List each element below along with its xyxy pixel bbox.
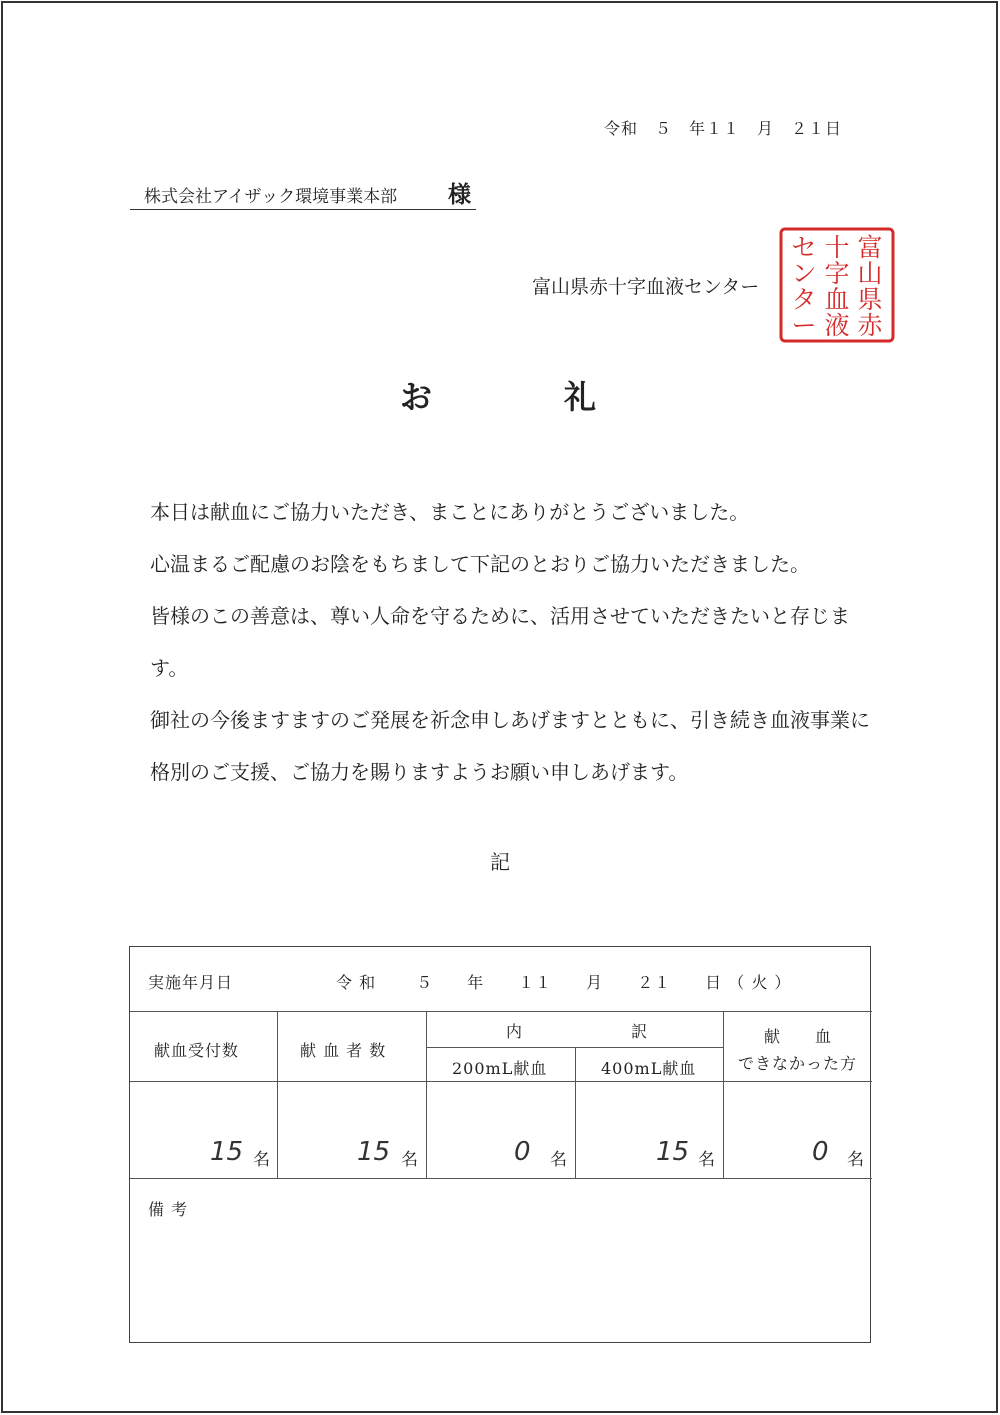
header-reception: 献血受付数	[154, 1041, 240, 1060]
title-char-2: 礼	[564, 378, 597, 416]
official-seal-stamp	[778, 226, 896, 344]
header-donors: 献 血 者 数	[300, 1041, 387, 1060]
seal-character: タ	[791, 285, 817, 314]
seal-character: 血	[824, 285, 850, 314]
table-divider	[575, 1047, 576, 1178]
paragraph-1: 本日は献血にご協力いただき、まことにありがとうございました。	[150, 500, 750, 524]
issue-date: 令和 ５ 年１１ 月 ２１日	[604, 119, 843, 138]
table-divider	[130, 1011, 872, 1012]
paragraph-4: 御社の今後ますますのご発展を祈念申しあげますとともに、引き続き血液事業に格別のご支援、ご協力を賜りますようお願い申しあげます。	[150, 708, 870, 784]
header-unable-line1: 献 血	[764, 1027, 833, 1046]
header-400ml: 400mL献血	[601, 1059, 697, 1078]
remarks-label: 備 考	[148, 1200, 189, 1219]
header-breakdown: 内 訳	[506, 1022, 649, 1041]
seal-character: 赤	[857, 311, 883, 340]
recipient-name: 株式会社アイザック環境事業本部	[144, 187, 398, 207]
unit-donors: 名	[401, 1150, 418, 1170]
unit-400ml: 名	[698, 1150, 715, 1170]
recipient-honorific: 様	[448, 181, 471, 208]
header-unable-line2: できなかった方	[738, 1054, 858, 1073]
donation-record-table	[129, 946, 871, 1343]
count-unable: 0	[812, 1137, 829, 1167]
paragraph-2: 心温まるご配慮のお陰をもちまして下記のとおりご協力いただきました。	[150, 552, 810, 576]
count-reception: 15	[210, 1137, 244, 1167]
seal-character: 十	[824, 233, 850, 262]
count-400ml: 15	[656, 1137, 690, 1167]
seal-character: セ	[791, 233, 817, 262]
title-char-1: お	[400, 378, 433, 416]
table-divider	[277, 1011, 278, 1178]
letter-body	[130, 486, 878, 798]
table-divider	[723, 1011, 724, 1178]
seal-character: 字	[824, 259, 850, 288]
unit-unable: 名	[847, 1150, 864, 1170]
recipient-block	[130, 176, 476, 210]
seal-character: 液	[824, 311, 850, 340]
unit-200ml: 名	[550, 1150, 567, 1170]
table-divider	[130, 1178, 872, 1179]
date-value: 令 和 ５ 年 １１ 月 ２１ 日 （ 火 ）	[336, 973, 792, 992]
header-200ml: 200mL献血	[452, 1059, 548, 1078]
seal-character: 県	[857, 285, 883, 314]
seal-character: 富	[857, 233, 883, 262]
table-divider	[130, 1081, 872, 1082]
seal-character: 山	[857, 259, 883, 288]
unit-reception: 名	[253, 1150, 270, 1170]
seal-character: ン	[791, 259, 817, 288]
seal-character: ー	[791, 311, 817, 340]
paragraph-3: 皆様のこの善意は、尊い人命を守るために、活用させていただきたいと存じます。	[150, 604, 850, 680]
count-donors: 15	[357, 1137, 391, 1167]
sender-name: 富山県赤十字血液センター	[532, 276, 760, 298]
date-label: 実施年月日	[148, 973, 234, 992]
count-200ml: 0	[514, 1137, 531, 1167]
table-divider	[426, 1011, 427, 1178]
record-heading: 記	[490, 850, 510, 874]
